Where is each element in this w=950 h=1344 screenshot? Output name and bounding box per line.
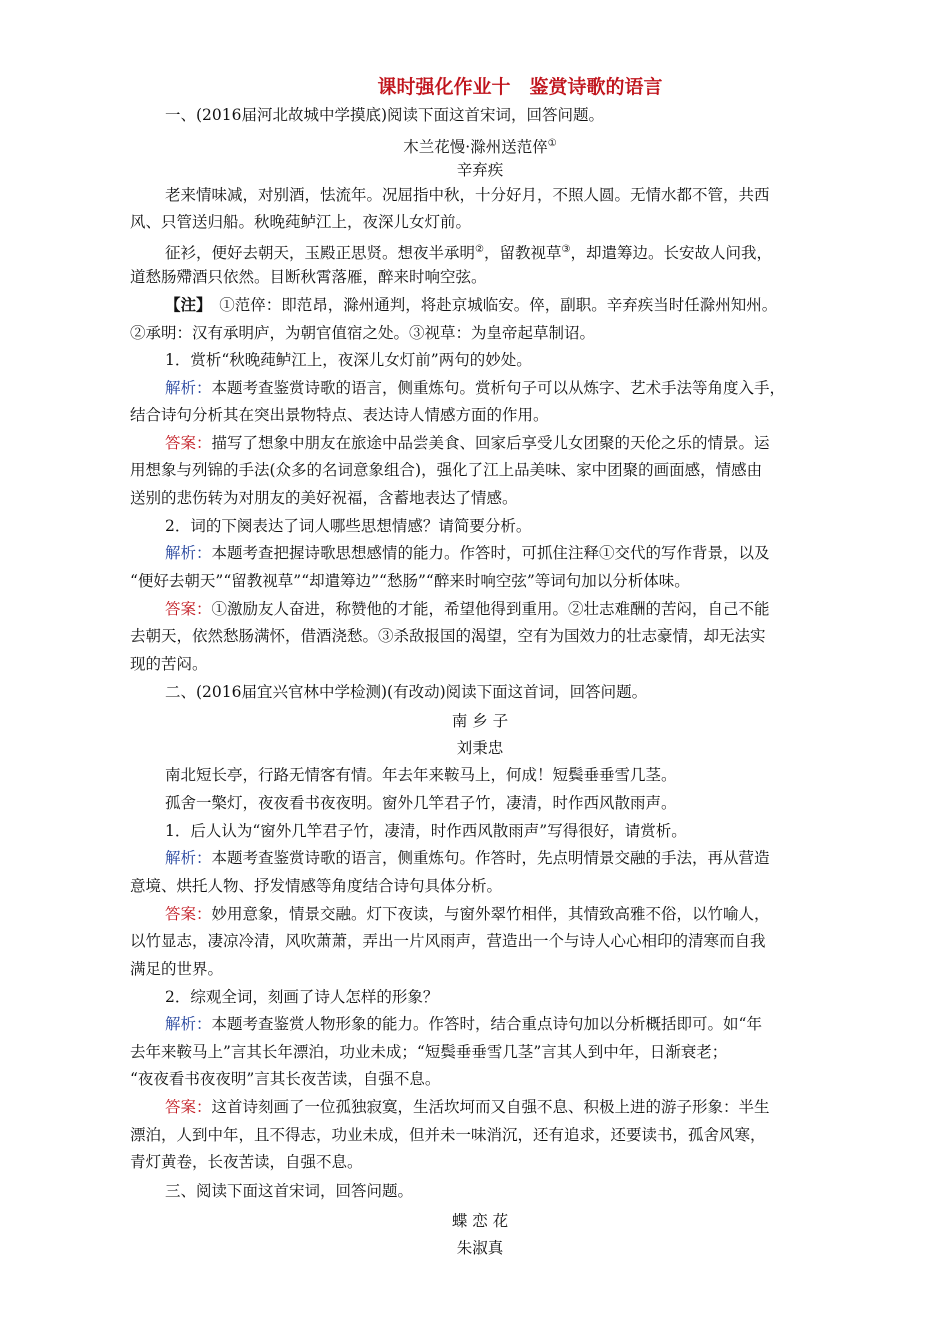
- poem2-title: 南 乡 子: [451, 712, 509, 730]
- analysis: 结合诗句分析其在突出景物特点、表达诗人情感方面的作用。: [130, 406, 549, 424]
- poem1-title: 木兰花慢·滁州送范倅①: [403, 138, 557, 156]
- poem3-author: 朱淑真: [456, 1239, 504, 1257]
- analysis: “便好去朝天”“留教视草”“却遣筹边”“愁肠”“醉来时响空弦”等词句加以分析体味。: [130, 572, 690, 590]
- answer: 以竹显志，凄凉冷清，风吹萧萧，弄出一片风雨声，营造出一个与诗人心心相印的清寒而自我: [130, 932, 766, 950]
- answer: 答案：这首诗刻画了一位孤独寂寞，生活坎坷而又自强不息、积极上进的游子形象：半生: [165, 1098, 770, 1116]
- section1-intro: 一、(2016届河北故城中学摸底)阅读下面这首宋词，回答问题。: [165, 106, 605, 124]
- question: 1．赏析“秋晚莼鲈江上，夜深儿女灯前”两句的妙处。: [165, 351, 532, 369]
- page-title: 课时强化作业十 鉴赏诗歌的语言: [377, 76, 663, 98]
- poem1-note: ②承明：汉有承明庐，为朝官值宿之处。③视草：为皇帝起草制诏。: [130, 324, 596, 342]
- poem2-author: 刘秉忠: [456, 739, 504, 757]
- question: 2．词的下阕表达了词人哪些思想情感？请简要分析。: [165, 517, 532, 535]
- answer: 满足的世界。: [130, 960, 224, 978]
- poem1-line: 老来情味减，对别酒，怯流年。况屈指中秋，十分好月，不照人圆。无情水都不管，共西: [165, 186, 770, 204]
- answer: 青灯黄卷，长夜苦读，自强不息。: [130, 1153, 363, 1171]
- answer: 答案：描写了想象中朋友在旅途中品尝美食、回家后享受儿女团聚的天伦之乐的情景。运: [165, 434, 770, 452]
- analysis: “夜夜看书夜夜明”言其长夜苦读，自强不息。: [130, 1070, 441, 1088]
- poem2-line: 南北短长亭，行路无情客有情。年去年来鞍马上，何成！短鬓垂垂雪几茎。: [165, 766, 677, 784]
- question: 1．后人认为“窗外几竿君子竹，凄清，时作西风散雨声”写得很好，请赏析。: [165, 822, 687, 840]
- poem2-line: 孤舍一檠灯，夜夜看书夜夜明。窗外几竿君子竹，凄清，时作西风散雨声。: [165, 794, 677, 812]
- poem1-line: 征衫，便好去朝天，玉殿正思贤。想夜半承明②，留教视草③，却遣筹边。长安故人问我，: [165, 244, 772, 262]
- analysis: 解析：本题考查鉴赏诗歌的语言，侧重炼句。作答时，先点明情景交融的手法，再从营造: [165, 849, 770, 867]
- section3-intro: 三、阅读下面这首宋词，回答问题。: [165, 1182, 414, 1200]
- poem1-note: 【注】 ①范倅：即范昂，滁州通判，将赴京城临安。倅，副职。辛弃疾当时任滁州知州。: [165, 295, 778, 314]
- section2-intro: 二、(2016届宜兴官林中学检测)(有改动)阅读下面这首词，回答问题。: [165, 683, 648, 701]
- poem1-line: 风、只管送归船。秋晚莼鲈江上，夜深儿女灯前。: [130, 213, 472, 231]
- answer: 答案：妙用意象，情景交融。灯下夜读，与窗外翠竹相伴，其情致高雅不俗，以竹喻人，: [165, 905, 770, 923]
- answer: 漂泊，人到中年，且不得志，功业未成，但并未一味消沉，还有追求，还要读书，孤舍风寒，: [130, 1126, 766, 1144]
- answer: 用想象与列锦的手法(众多的名词意象组合)，强化了江上品美味、家中团聚的画面感，情感由: [130, 461, 763, 479]
- answer: 现的苦闷。: [130, 655, 208, 673]
- answer: 去朝天，依然愁肠满怀，借酒浇愁。③杀敌报国的渴望，空有为国效力的壮志豪情，却无法实: [130, 627, 766, 645]
- analysis: 解析：本题考查把握诗歌思想感情的能力。作答时，可抓住注释①交代的写作背景，以及: [165, 544, 770, 562]
- analysis: 意境、烘托人物、抒发情感等角度结合诗句具体分析。: [130, 877, 503, 895]
- question: 2．综观全词，刻画了诗人怎样的形象？: [165, 988, 439, 1006]
- analysis: 去年来鞍马上”言其长年漂泊，功业未成；“短鬓垂垂雪几茎”言其人到中年，日渐衰老；: [130, 1043, 728, 1061]
- poem3-title: 蝶 恋 花: [451, 1212, 509, 1230]
- poem1-line: 道愁肠殢酒只依然。目断秋霄落雁，醉来时响空弦。: [130, 268, 487, 286]
- analysis: 解析：本题考查鉴赏诗歌的语言，侧重炼句。赏析句子可以从炼字、艺术手法等角度入手，: [165, 379, 786, 397]
- answer: 送别的悲伤转为对朋友的美好祝福，含蓄地表达了情感。: [130, 489, 518, 507]
- analysis: 解析：本题考查鉴赏人物形象的能力。作答时，结合重点诗句加以分析概括即可。如“年: [165, 1015, 762, 1033]
- answer: 答案：①激励友人奋进，称赞他的才能，希望他得到重用。②壮志难酬的苦闷，自己不能: [165, 600, 770, 618]
- poem1-author: 辛弃疾: [456, 161, 504, 179]
